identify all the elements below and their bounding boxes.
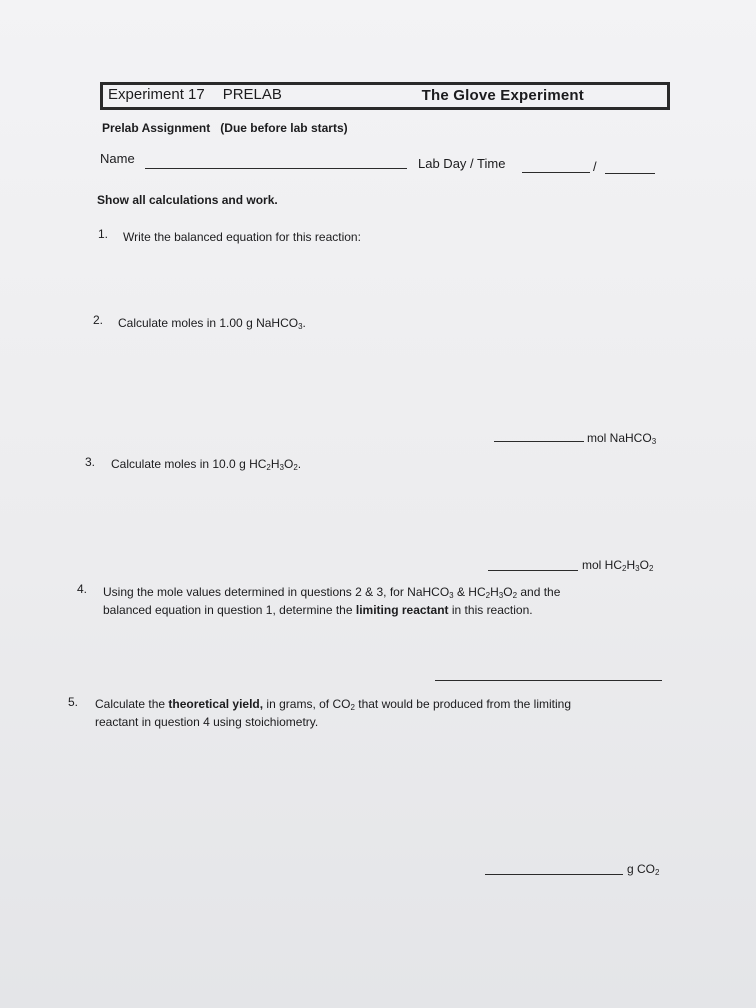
q4-sub-1: 3	[449, 591, 454, 600]
q3-sub-2: 3	[279, 463, 284, 472]
q3-unit-h: H	[626, 558, 636, 572]
q5-line1-text: Calculate the	[95, 697, 169, 711]
q3-unit-text: mol HC	[582, 558, 623, 572]
q1-text: Write the balanced equation for this reaction:	[123, 230, 361, 244]
q2-number: 2.	[93, 313, 104, 327]
q5-line1-post: that would be produced from the limiting	[354, 697, 572, 711]
q2-sub: 3	[298, 322, 303, 331]
experiment-number: Experiment 17	[108, 86, 205, 103]
q3-sub-1: 2	[266, 463, 271, 472]
q3-number: 3.	[85, 455, 96, 469]
title-box	[100, 82, 670, 110]
q2-text-main: Calculate moles in 1.00 g NaHCO	[118, 316, 299, 330]
q4-line1-mid: & HC	[453, 585, 486, 599]
title-left	[108, 86, 282, 103]
q5-answer-unit	[627, 862, 659, 876]
q3-answer-unit	[582, 558, 653, 572]
limiting-reactant-term: limiting reactant	[355, 603, 449, 617]
q1-number: 1.	[98, 227, 109, 241]
q3-unit-sub-3: 2	[648, 564, 654, 573]
q2-unit-text: mol NaHCO	[587, 431, 652, 445]
q4-o: O	[503, 585, 513, 599]
q3-unit-sub-1: 2	[622, 564, 627, 573]
instruction-text: Show all calculations and work.	[97, 193, 278, 207]
experiment-title: The Glove Experiment	[421, 87, 584, 104]
lab-time-field-line[interactable]	[605, 173, 655, 174]
q3-period: .	[297, 457, 302, 471]
q4-line2-text: balanced equation in question 1, determine the	[103, 603, 356, 617]
q5-unit-text: g CO	[627, 862, 656, 876]
q4-answer-line[interactable]	[435, 680, 662, 681]
q3-text	[111, 457, 301, 471]
name-label: Name	[100, 151, 135, 166]
lab-day-field-line[interactable]	[522, 172, 590, 173]
due-note: (Due before lab starts)	[220, 121, 348, 135]
q5-answer-line[interactable]	[485, 874, 623, 875]
prelab-assignment-label: Prelab Assignment	[102, 121, 211, 135]
q4-line2	[103, 603, 533, 617]
q2-answer-line[interactable]	[494, 441, 584, 442]
lab-day-time-label: Lab Day / Time	[418, 156, 506, 171]
q5-line2: reactant in question 4 using stoichiometry.	[95, 715, 319, 729]
q3-sub-3: 2	[293, 463, 298, 472]
q4-line1	[103, 585, 560, 599]
q5-line1-mid: in grams, of CO	[263, 697, 351, 711]
q4-line1-post: and the	[517, 585, 561, 599]
theoretical-yield-term: theoretical yield,	[168, 697, 264, 711]
prelab-label: PRELAB	[222, 86, 282, 103]
q5-number: 5.	[68, 695, 79, 709]
q3-h: H	[270, 457, 280, 471]
q4-sub-3: 3	[498, 591, 504, 600]
q4-line1-text: Using the mole values determined in questions 2 & 3, for NaHCO	[103, 585, 450, 599]
q3-answer-line[interactable]	[488, 570, 578, 571]
q3-unit-o: O	[639, 558, 649, 572]
q3-text-main: Calculate moles in 10.0 g HC	[111, 457, 267, 471]
name-field-line[interactable]	[145, 168, 407, 169]
q3-unit-sub-2: 3	[635, 564, 640, 573]
q2-unit-sub: 3	[651, 437, 657, 446]
q5-sub: 2	[350, 703, 355, 712]
prelab-assignment-heading	[102, 121, 348, 135]
q4-number: 4.	[77, 582, 88, 596]
q4-sub-2: 2	[485, 591, 491, 600]
q2-period: .	[302, 316, 306, 330]
q4-sub-4: 2	[512, 591, 518, 600]
q2-text	[118, 316, 306, 330]
q3-o: O	[284, 457, 294, 471]
q2-answer-unit	[587, 431, 656, 445]
q4-h: H	[490, 585, 499, 599]
q5-unit-sub: 2	[655, 868, 660, 877]
q5-line1	[95, 697, 571, 711]
lab-slash: /	[593, 159, 597, 174]
q4-line2-post: in this reaction.	[448, 603, 533, 617]
